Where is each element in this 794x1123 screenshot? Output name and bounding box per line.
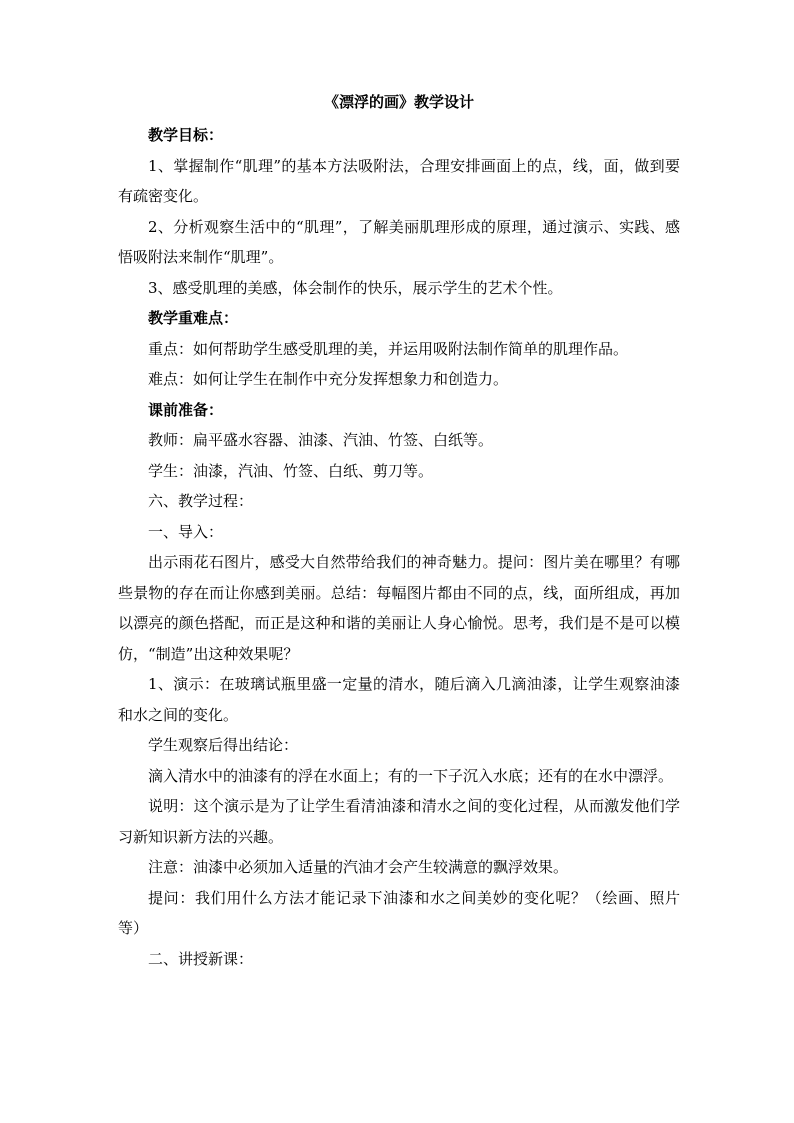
question-paragraph: 提问：我们用什么方法才能记录下油漆和水之间美妙的变化呢？（绘画、照片等） — [118, 888, 680, 937]
objective-1: 1、掌握制作“肌理”的基本方法吸附法，合理安排画面上的点，线，面，做到要有疏密变化。 — [118, 156, 680, 205]
prep-student: 学生：油漆，汽油、竹签、白纸、剪刀等。 — [148, 461, 434, 480]
conclusion-paragraph: 滴入清水中的油漆有的浮在水面上；有的一下子沉入水底；还有的在水中漂浮。 — [148, 766, 674, 785]
prep-heading: 课前准备： — [148, 400, 224, 419]
prep-teacher: 教师：扁平盛水容器、油漆、汽油、竹签、白纸等。 — [148, 431, 494, 449]
demo-paragraph: 1、演示：在玻璃试瓶里盛一定量的清水，随后滴入几滴油漆，让学生观察油漆和水之间的变化。 — [118, 675, 680, 724]
explain-paragraph: 说明：这个演示是为了让学生看清油漆和清水之间的变化过程，从而激发他们学习新知识新方法的兴趣。 — [118, 797, 680, 846]
intro-paragraph: 出示雨花石图片，感受大自然带给我们的神奇魅力。提问：图片美在哪里？有哪些景物的存在而让你感到美丽。总结：每幅图片都由不同的点，线，面所组成，再加以漂亮的颜色搭配，而正是这种和谐的美丽让人身心愉悦。思考，我们是不是可以模仿，“制造”出这种效果呢？ — [118, 553, 680, 663]
document-page — [118, 92, 680, 974]
keypoints-heading: 教学重难点： — [148, 309, 239, 327]
document-title: 《漂浮的画》教学设计 — [323, 93, 474, 111]
process-heading: 六、教学过程： — [148, 492, 254, 510]
objective-2: 2、分析观察生活中的“肌理”，了解美丽肌理形成的原理，通过演示、实践、感悟吸附法来制作“肌理”。 — [118, 217, 680, 266]
objectives-heading: 教学目标： — [148, 126, 224, 144]
objective-3: 3、感受肌理的美感，体会制作的快乐，展示学生的艺术个性。 — [148, 278, 563, 297]
difficulty-text: 难点：如何让学生在制作中充分发挥想象力和创造力。 — [148, 370, 509, 388]
note-paragraph: 注意：油漆中必须加入适量的汽油才会产生较满意的飘浮效果。 — [148, 858, 569, 876]
new-lesson-heading: 二、讲授新课： — [148, 949, 254, 968]
intro-heading: 一、导入： — [148, 522, 224, 541]
keypoint-text: 重点：如何帮助学生感受肌理的美，并运用吸附法制作简单的肌理作品。 — [148, 339, 629, 358]
observe-line: 学生观察后得出结论： — [148, 736, 299, 754]
